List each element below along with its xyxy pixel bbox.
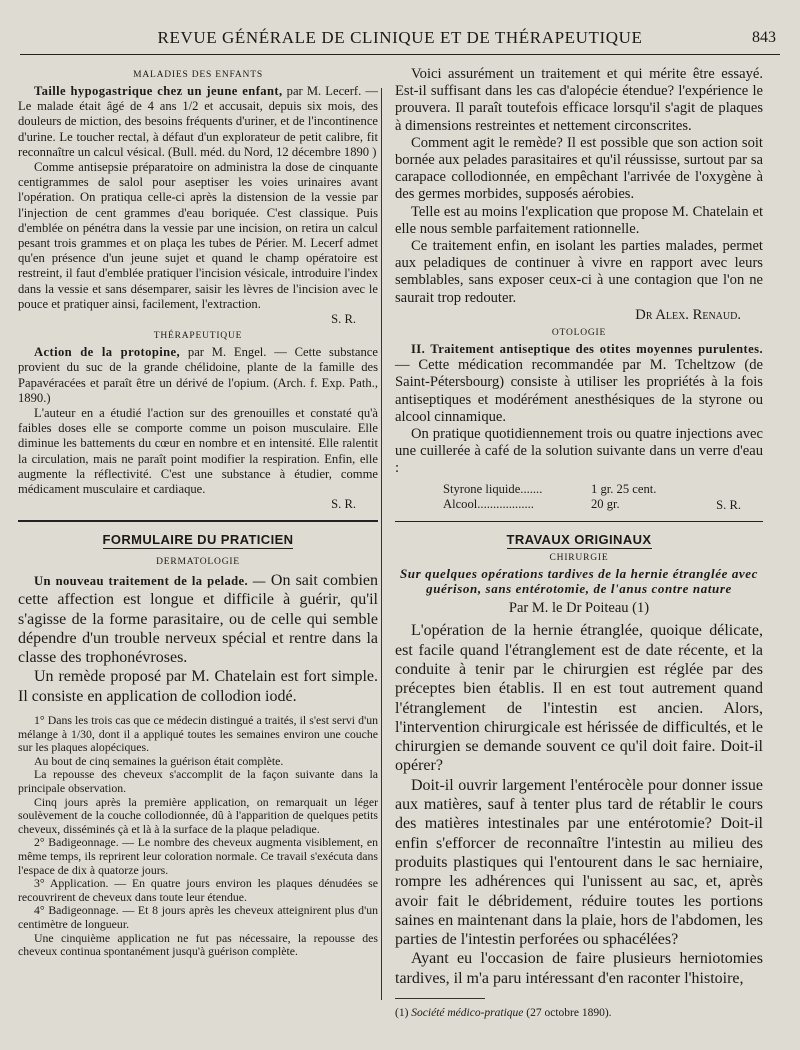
paragraph: Cinq jours après la première application, on remarquait un léger soulèvement de la couche collodionnée, dû à l'apparition de quelques petits cheveux, disséminés çà et là à la surface de la plaque peladique. <box>18 794 378 836</box>
article-protopine <box>18 345 378 406</box>
running-header <box>20 28 780 55</box>
right-column <box>395 66 763 1019</box>
paragraph: Voici assurément un traitement et qui mérite être essayé. Est-il suffisant dans les cas d'alopécie étendue? l'expérience le prouvera. Il paraît toutefois efficace lorsqu'il s'agit de plaques à dimensions restreintes et nettement circonscrites. <box>395 66 763 134</box>
paragraph: Doit-il ouvrir largement l'entérocèle pour donner issue aux matières, sauf à tenter plus tard de rétablir le cours des matières intestinales par une entérotomie? Doit-il enfin s'efforcer de reconnaître l'intestin au milieu des produits plastiques qui l'entourent dans le sac herniaire, rompre les adhérences qui l'unissent au sac, et, après avoir fait le débridement, réduire toutes les portions saines en maintenant dans la plaie, hors de l'abdomen, les parties de l'intestin perforées ou sphacélées? <box>395 776 763 949</box>
signature: S. R. <box>331 312 356 327</box>
paragraph: Comment agit le remède? Il est possible que son action soit bornée aux pelades parasitaires et qu'il réussisse, surtout par sa carapace collodionnée, en empêchant l'arrivée de l'oxygène à des germes morbides, supposés aérobies. <box>395 134 763 203</box>
article-text: — Cette médication recommandée par M. Tcheltzow (de Saint-Pétersbourg) consiste à utiliser les propriétés à la fois antiseptiques et modérément anesthésiques de la styrone ou alcool cinnamique. <box>395 357 763 425</box>
footnote <box>395 1007 763 1019</box>
section-heading-text: TRAVAUX ORIGINAUX <box>506 532 652 548</box>
rubric-dermatologie: DERMATOLOGIE <box>156 556 240 567</box>
section-heading-travaux <box>395 532 763 547</box>
article-text: On sait combien cette affection est longue et difficile à guérir, qu'il s'agisse de la forme parasitaire, ou de celle qui semble dépendre d'un trouble nerveux spécial et rentre dans la classe des trophonévroses. <box>18 571 378 667</box>
rubric-chirurgie: CHIRURGIE <box>549 553 609 564</box>
paragraph: Comme antisepsie préparatoire on administra la dose de cinquante centigrammes de salol pour aseptiser les voies urinaires avant l'opération. On pratiqua celle-ci après la distension de la vessie par l'injection de cent grammes d'eau boriquée. C'est classique. Puis d'emblée on pénétra dans la vessie par une incision, on retira un calcul pesant trois grammes et on plaça les tubes de Périer. M. Lecerf admet qu'en présence d'un jeune sujet et quand le champ opératoire est restreint, il faut d'emblée pratiquer l'incision vésicale, introduire l'index dans la vessie et sans désemparer, saisir les lèvres de l'incision avec le pouce et pratiquer ainsi, facilement, l'extraction. <box>18 160 378 311</box>
signature: S. R. <box>331 497 356 512</box>
paragraph: Telle est au moins l'explication que propose M. Chatelain et elle nous semble parfaitement rationnelle. <box>395 203 763 237</box>
section-heading-text: FORMULAIRE DU PRATICIEN <box>102 531 294 547</box>
article-text: par M. Engel. — Cette substance provient du suc de la grande chélidoine, plante de la famille des Papavéracées et paraît être un dérivé de l'opium. (Arch. f. Exp. Path., 1890.) <box>18 345 378 405</box>
signature: S. R. <box>716 497 741 512</box>
paragraph: L'opération de la hernie étranglée, quoique délicate, est facile quand l'étranglement est de date récente, et la conduite à tenir par le chirurgien est réglée par des préceptes bien établis. Il en est tout autrement quand l'étranglement de l'intestin est ancien. Alors, l'intervention chirurgicale est hérissée de difficultés, et le chirurgien se demande souvent ce qu'il doit faire. Doit-il opérer? <box>395 622 763 775</box>
formula-ingredient: Alcool.................. <box>443 496 534 511</box>
paragraph: Ce traitement enfin, en isolant les parties malades, permet aux peladiques de continuer à vivre en rapport avec leurs semblables, sans exposer ceux-ci à une contagion que l'on ne saurait trop redouter. <box>395 238 763 306</box>
article-text: par M. Lecerf. — Le malade était âgé de 4 ans 1/2 et accusait, depuis six mois, des douleurs de miction, des besoins fréquents d'uriner, et de l'incontinence d'urine. Le toucher rectal, à défaut d'un explorateur de petit calibre, fit reconnaître un calcul vésical. (Bull. méd. du Nord, 12 décembre 1890 ) <box>18 84 378 159</box>
formula-quantity: 1 gr. 25 cent. <box>591 481 657 496</box>
formula-quantity: 20 gr. <box>591 496 620 511</box>
journal-title: REVUE GÉNÉRALE DE CLINIQUE ET DE THÉRAPEUTIQUE <box>157 28 643 47</box>
article-title-otites: II. Traitement antiseptique des otites moyennes purulentes. <box>411 342 763 357</box>
rubric-maladies-enfants: MALADIES DES ENFANTS <box>133 70 263 80</box>
footnote-number: (1) <box>395 1007 409 1020</box>
footnote-source: Société médico-pratique <box>411 1007 524 1020</box>
signature: Dr Alex. Renaud. <box>635 306 741 323</box>
article-taille <box>18 84 378 160</box>
formula-row <box>443 482 763 497</box>
column-divider <box>381 88 382 1000</box>
left-column <box>18 66 378 959</box>
article-title-taille: Taille hypogastrique chez un jeune enfant, <box>34 84 283 98</box>
paragraph: 3° Application. — En quatre jours environ les plaques dénudées se recouvrirent de cheveux dans toute leur étendue. <box>18 876 378 904</box>
paragraph: 2° Badigeonnage. — Le nombre des cheveux augmenta visiblement, en même temps, ils reprirent leur coloration normale. Ce travail s'exécuta dans l'espace de dix à quatorze jours. <box>18 835 378 877</box>
paragraph: L'auteur en a étudié l'action sur des grenouilles et constaté qu'à faibles doses elle se comporte comme un poison musculaire. Elle diminue les battements du cœur en nombre et en intensité. Elle ralentit la circulation, mais ne paraît point modifier la respiration. Enfin, elle augmente la réflectivité. C'est une substance à étudier, comme médicament musculaire et cardiaque. <box>18 406 378 497</box>
paragraph: Une cinquième application ne fut pas nécessaire, la repousse des cheveux continua spontanément jusqu'à guérison complète. <box>18 930 378 959</box>
paragraph: Un remède proposé par M. Chatelain est fort simple. Il consiste en application de collodion iodé. <box>18 668 378 705</box>
formula-ingredient: Styrone liquide....... <box>443 481 543 496</box>
paragraph: La repousse des cheveux s'accomplit de la façon suivante dans la principale observation. <box>18 767 378 796</box>
paragraph: Ayant eu l'occasion de faire plusieurs herniotomies tardives, il m'a paru intéressant d'en raconter l'histoire, <box>395 950 763 987</box>
paragraph: On pratique quotidiennement trois ou quatre injections avec une cuillerée à café de la solution suivante dans un verre d'eau : <box>395 426 763 477</box>
article-title-protopine: Action de la protopine, <box>34 345 181 360</box>
footnote-date: (27 octobre 1890). <box>526 1007 612 1020</box>
section-rule <box>18 520 378 522</box>
section-heading-formulaire <box>18 532 378 547</box>
paragraph: 1° Dans les trois cas que ce médecin distingué a traités, il s'est servi d'un mélange à 1/30, dont il a appliqué toutes les semaines environ une couche sur les plaques alopéciques. <box>18 713 378 755</box>
section-rule <box>395 521 763 523</box>
page-number: 843 <box>752 29 776 46</box>
article-title-pelade: Un nouveau traitement de la pelade. — <box>34 573 266 588</box>
byline: Par M. le Dr Poiteau (1) <box>508 600 650 617</box>
article-pelade <box>18 571 378 667</box>
paragraph: 4° Badigeonnage. — Et 8 jours après les cheveux atteignirent plus d'un centimètre de longueur. <box>18 903 378 931</box>
paragraph: Au bout de cinq semaines la guérison était complète. <box>34 753 284 768</box>
footnote-rule <box>395 998 485 999</box>
rubric-otologie: OTOLOGIE <box>551 328 607 339</box>
article-title-hernie: Sur quelques opérations tardives de la hernie étranglée avec guérison, sans entérotomie, de l'anus contre nature <box>399 566 759 596</box>
article-otites <box>395 342 763 426</box>
rubric-therapeutique: THÉRAPEUTIQUE <box>153 331 243 342</box>
